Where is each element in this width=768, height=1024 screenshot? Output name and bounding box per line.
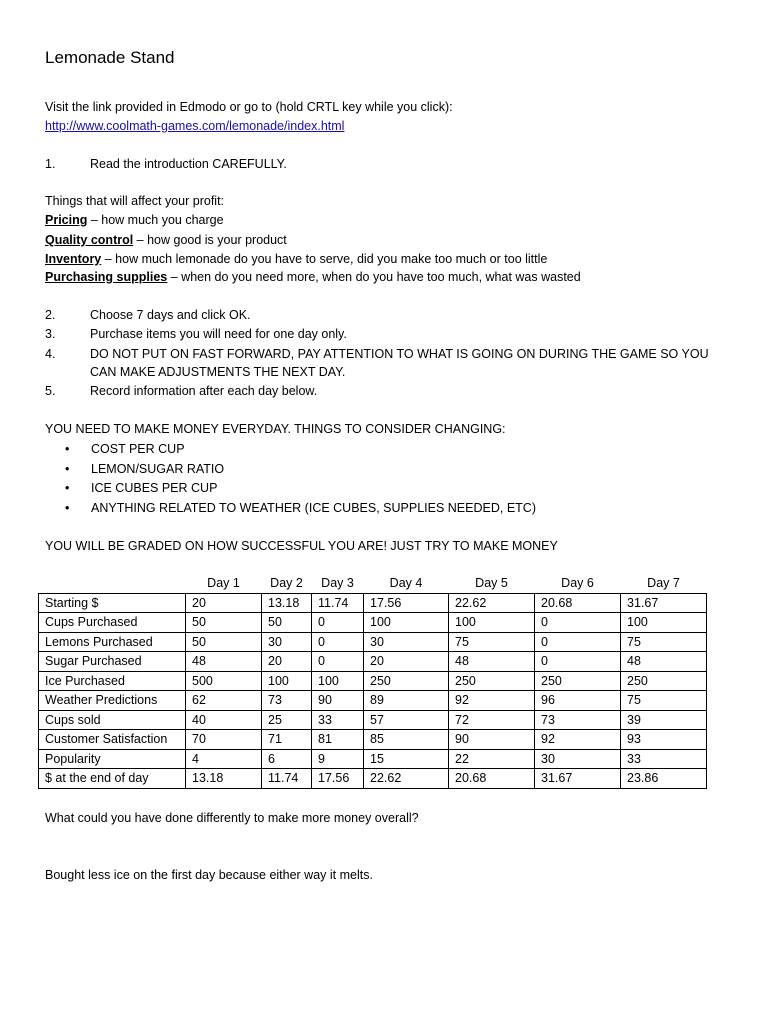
row-label: Sugar Purchased (39, 652, 186, 672)
bullet-text: ICE CUBES PER CUP (91, 481, 218, 495)
table-cell: 250 (535, 671, 621, 691)
table-cell: 71 (262, 730, 312, 750)
row-label: Ice Purchased (39, 671, 186, 691)
column-header: Day 4 (389, 576, 423, 591)
table-cell: 20.68 (449, 769, 535, 789)
column-header: Day 5 (475, 576, 508, 591)
table-cell: 9 (312, 749, 364, 769)
table-cell: 30 (262, 632, 312, 652)
factor-term: Purchasing supplies (45, 270, 168, 284)
step-number: 2. (45, 308, 56, 322)
factor-inventory (45, 251, 547, 267)
step-number: 1. (45, 157, 56, 171)
step-4-continued (45, 364, 345, 380)
table-cell: 90 (449, 730, 535, 750)
factor-desc: – when do you need more, when do you have too much, what was wasted (167, 270, 581, 284)
graded-note: YOU WILL BE GRADED ON HOW SUCCESSFUL YOU ARE! JUST TRY TO MAKE MONEY (45, 539, 558, 553)
column-header: Day 2 (270, 576, 303, 591)
bullet-text: COST PER CUP (91, 442, 185, 456)
table-cell: 20 (186, 593, 262, 613)
table-cell: 48 (621, 652, 707, 672)
table-cell: 33 (312, 710, 364, 730)
table-cell: 75 (621, 691, 707, 711)
table-cell: 20 (364, 652, 449, 672)
step-number: 3. (45, 327, 56, 341)
factor-quality (45, 232, 287, 248)
table-cell: 11.74 (312, 593, 364, 613)
table-cell: 23.86 (621, 769, 707, 789)
row-label: Lemons Purchased (39, 632, 186, 652)
table-cell: 250 (621, 671, 707, 691)
column-header: Day 1 (207, 576, 240, 591)
factor-term: Quality control (45, 233, 134, 247)
bullet-icon: • (65, 481, 70, 495)
column-header: Day 3 (321, 576, 354, 591)
table-cell: 39 (621, 710, 707, 730)
table-cell: 25 (262, 710, 312, 730)
table-body (39, 593, 707, 788)
row-label: Popularity (39, 749, 186, 769)
table-cell: 57 (364, 710, 449, 730)
table-cell: 0 (535, 652, 621, 672)
reflection-answer: Bought less ice on the first day because either way it melts. (45, 868, 373, 882)
table-cell: 40 (186, 710, 262, 730)
step-text: Record information after each day below. (90, 384, 318, 398)
table-cell: 62 (186, 691, 262, 711)
table-cell: 15 (364, 749, 449, 769)
table-cell: 22.62 (364, 769, 449, 789)
row-label: $ at the end of day (39, 769, 186, 789)
table-cell: 100 (364, 613, 449, 633)
table-cell: 96 (535, 691, 621, 711)
step-2 (45, 307, 251, 323)
table-cell: 48 (449, 652, 535, 672)
step-number: 4. (45, 347, 56, 361)
table-cell: 20.68 (535, 593, 621, 613)
row-label: Cups sold (39, 710, 186, 730)
table-cell: 30 (535, 749, 621, 769)
table-row (39, 671, 707, 691)
row-label: Starting $ (39, 593, 186, 613)
table-cell: 250 (364, 671, 449, 691)
row-label: Customer Satisfaction (39, 730, 186, 750)
table-cell: 22.62 (449, 593, 535, 613)
factor-purchasing (45, 269, 581, 285)
table-cell: 250 (449, 671, 535, 691)
results-table (38, 574, 707, 789)
table-cell: 50 (186, 613, 262, 633)
factor-desc: – how much lemonade do you have to serve, did you make too much or too little (101, 252, 548, 266)
table-cell: 90 (312, 691, 364, 711)
table-cell: 31.67 (535, 769, 621, 789)
table-row (39, 769, 707, 789)
table-row (39, 730, 707, 750)
step-number: 5. (45, 384, 56, 398)
table-cell: 0 (312, 613, 364, 633)
bullet-icon: • (65, 501, 70, 515)
table-cell: 100 (312, 671, 364, 691)
table-cell: 20 (262, 652, 312, 672)
bullet-item (45, 480, 217, 496)
step-3 (45, 326, 347, 342)
column-header: Day 6 (561, 576, 594, 591)
table-cell: 11.74 (262, 769, 312, 789)
table-cell: 92 (449, 691, 535, 711)
step-4 (45, 346, 709, 362)
table-row (39, 593, 707, 613)
table-cell: 13.18 (186, 769, 262, 789)
bullet-text: LEMON/SUGAR RATIO (91, 462, 225, 476)
factor-term: Inventory (45, 252, 102, 266)
table-cell: 85 (364, 730, 449, 750)
table-row (39, 632, 707, 652)
table-cell: 100 (621, 613, 707, 633)
step-1 (45, 156, 287, 172)
table-cell: 92 (535, 730, 621, 750)
column-header (39, 574, 186, 593)
table-cell: 93 (621, 730, 707, 750)
factor-term: Pricing (45, 213, 88, 227)
table-cell: 75 (449, 632, 535, 652)
table-cell: 17.56 (312, 769, 364, 789)
table-cell: 17.56 (364, 593, 449, 613)
table-cell: 73 (262, 691, 312, 711)
table-cell: 30 (364, 632, 449, 652)
table-header-row (39, 574, 707, 593)
step-text: Read the introduction CAREFULLY. (90, 157, 287, 171)
consider-heading: YOU NEED TO MAKE MONEY EVERYDAY. THINGS TO CONSIDER CHANGING: (45, 422, 506, 436)
table-cell: 50 (262, 613, 312, 633)
table-cell: 31.67 (621, 593, 707, 613)
bullet-item (45, 441, 185, 457)
table-row (39, 749, 707, 769)
table-cell: 6 (262, 749, 312, 769)
bullet-icon: • (65, 462, 70, 476)
table-cell: 75 (621, 632, 707, 652)
table-cell: 4 (186, 749, 262, 769)
table-cell: 13.18 (262, 593, 312, 613)
table-cell: 73 (535, 710, 621, 730)
step-text: Choose 7 days and click OK. (90, 308, 251, 322)
row-label: Cups Purchased (39, 613, 186, 633)
table-cell: 0 (535, 613, 621, 633)
step-text: CAN MAKE ADJUSTMENTS THE NEXT DAY. (90, 365, 346, 379)
reflection-question: What could you have done differently to make more money overall? (45, 811, 419, 825)
table-cell: 72 (449, 710, 535, 730)
factors-heading: Things that will affect your profit: (45, 194, 225, 208)
table-cell: 70 (186, 730, 262, 750)
step-text: DO NOT PUT ON FAST FORWARD, PAY ATTENTION TO WHAT IS GOING ON DURING THE GAME SO YOU (90, 347, 709, 361)
table-cell: 100 (262, 671, 312, 691)
table-cell: 0 (535, 632, 621, 652)
page-title: Lemonade Stand (45, 48, 175, 67)
table-row (39, 652, 707, 672)
step-text: Purchase items you will need for one day only. (90, 327, 347, 341)
table-cell: 22 (449, 749, 535, 769)
bullet-icon: • (65, 442, 70, 456)
column-header: Day 7 (647, 576, 680, 591)
table-cell: 0 (312, 632, 364, 652)
table-cell: 0 (312, 652, 364, 672)
bullet-item (45, 500, 536, 516)
table-row (39, 613, 707, 633)
factor-desc: – how good is your product (133, 233, 287, 247)
bullet-text: ANYTHING RELATED TO WEATHER (ICE CUBES, SUPPLIES NEEDED, ETC) (91, 501, 536, 515)
table-cell: 81 (312, 730, 364, 750)
table-row (39, 691, 707, 711)
bullet-item (45, 461, 224, 477)
table-cell: 500 (186, 671, 262, 691)
table-cell: 100 (449, 613, 535, 633)
table-row (39, 710, 707, 730)
table-cell: 89 (364, 691, 449, 711)
game-link[interactable]: http://www.coolmath-games.com/lemonade/index.html (45, 119, 345, 133)
intro-text: Visit the link provided in Edmodo or go to (hold CRTL key while you click): (45, 100, 453, 114)
table-cell: 50 (186, 632, 262, 652)
step-5 (45, 383, 317, 399)
factor-desc: – how much you charge (87, 213, 224, 227)
table-cell: 48 (186, 652, 262, 672)
factor-pricing (45, 212, 224, 228)
table-cell: 33 (621, 749, 707, 769)
row-label: Weather Predictions (39, 691, 186, 711)
